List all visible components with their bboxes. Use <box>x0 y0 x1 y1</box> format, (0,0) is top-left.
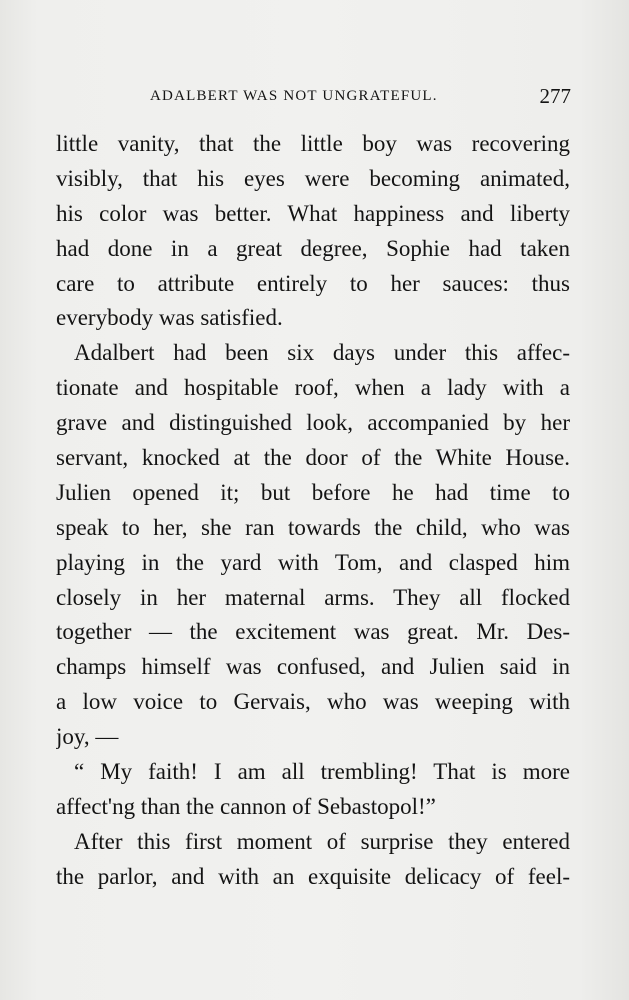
text-line: affect'ng than the cannon of Sebastopol!” <box>56 793 436 819</box>
text-line: visibly, that his eyes were becoming animated, <box>56 165 570 191</box>
text-line: playing in the yard with Tom, and clasped him <box>56 549 570 575</box>
text-line: joy, — <box>56 724 119 750</box>
text-line: a low voice to Gervais, who was weeping with <box>56 689 570 715</box>
text-line: champs himself was confused, and Julien said in <box>56 654 570 680</box>
text-line: “ My faith! I am all trembling! That is more <box>74 759 570 785</box>
text-line: speak to her, she ran towards the child, who was <box>56 514 570 540</box>
text-line: Adalbert had been six days under this affec- <box>74 340 570 366</box>
text-line: little vanity, that the little boy was recovering <box>56 131 570 156</box>
text-line: together — the excitement was great. Mr. Des- <box>56 619 570 645</box>
page-header <box>55 84 571 112</box>
text-line: had done in a great degree, Sophie had taken <box>56 235 570 261</box>
text-line: his color was better. What happiness and liberty <box>56 200 570 226</box>
text-line: servant, knocked at the door of the White House. <box>56 445 570 471</box>
text-line: grave and distinguished look, accompanied by her <box>56 410 570 436</box>
running-head: ADALBERT WAS NOT UNGRATEFUL. <box>150 88 438 104</box>
text-line: Julien opened it; but before he had time to <box>56 479 570 505</box>
page-number: 277 <box>539 84 571 108</box>
text-line: care to attribute entirely to her sauces: thus <box>56 270 570 296</box>
text-line: the parlor, and with an exquisite delicacy of feel- <box>56 863 570 889</box>
body-text <box>56 127 570 895</box>
text-line: tionate and hospitable roof, when a lady with a <box>56 375 570 401</box>
text-line: After this first moment of surprise they entered <box>74 828 570 854</box>
text-line: closely in her maternal arms. They all flocked <box>56 584 570 610</box>
text-line: everybody was satisfied. <box>56 305 283 331</box>
